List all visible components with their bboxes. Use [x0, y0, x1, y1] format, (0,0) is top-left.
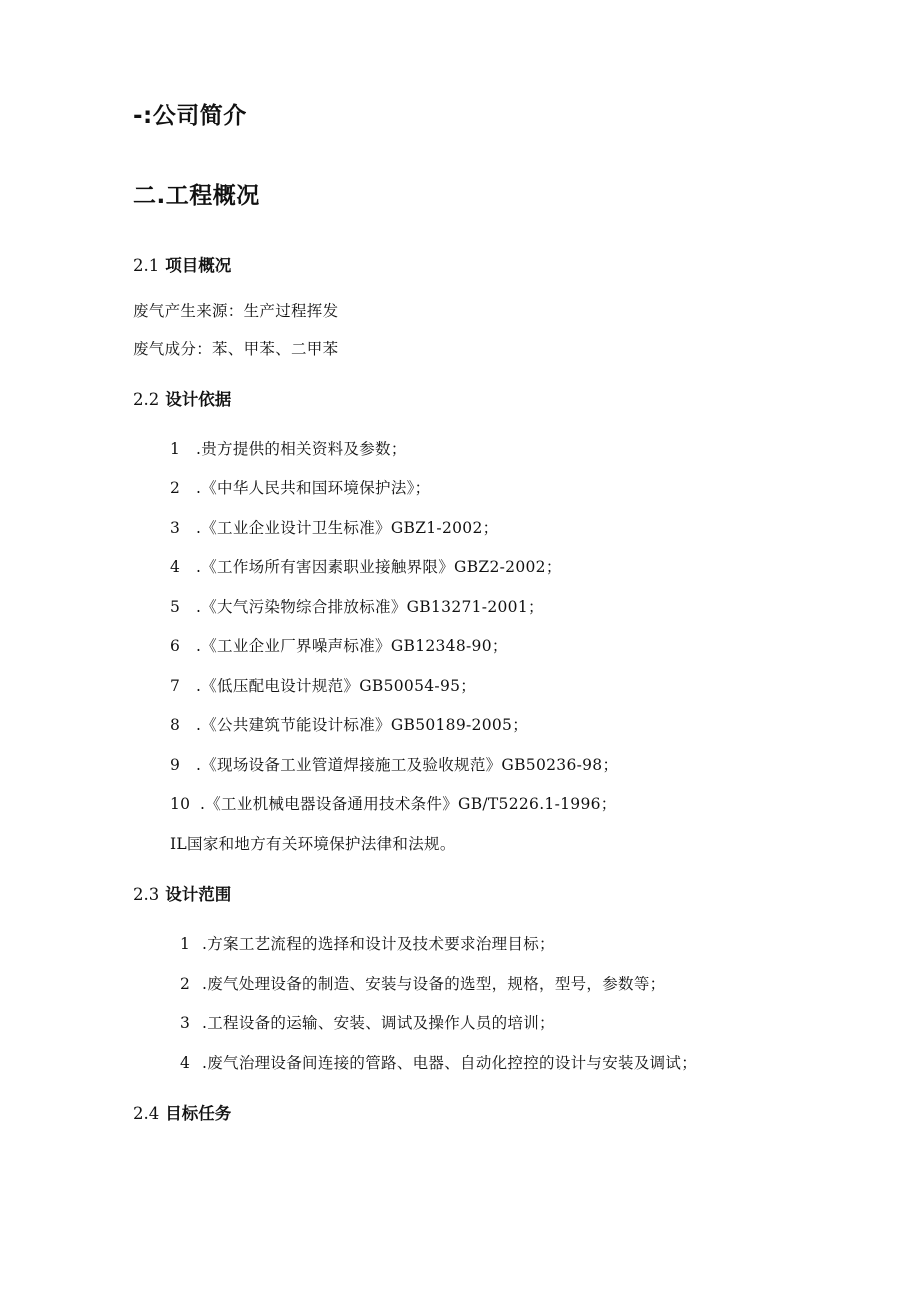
scope-item	[180, 1056, 697, 1072]
item-text: .方案工艺流程的选择和设计及技术要求治理目标；	[202, 935, 555, 953]
item-number: 9	[170, 756, 181, 774]
section-2-2-heading	[133, 392, 231, 409]
item-number: 4	[170, 558, 181, 576]
item-number: 1	[170, 440, 181, 458]
item-text: .废气处理设备的制造、安装与设备的选型，规格，型号，参数等；	[202, 975, 666, 993]
section-number: 2.2	[133, 390, 160, 409]
scope-item	[180, 937, 555, 953]
item-text: .《低压配电设计规范》GB50054-95；	[196, 677, 477, 695]
section-number: 2.4	[133, 1104, 160, 1123]
item-text: .《中华人民共和国环境保护法》；	[196, 479, 431, 497]
heading-project-overview: 二.工程概况	[133, 183, 260, 209]
basis-item	[170, 718, 528, 734]
item-text: .贵方提供的相关资料及参数；	[196, 440, 407, 458]
basis-item	[170, 679, 476, 695]
basis-item	[170, 481, 430, 497]
item-text: .《工作场所有害因素职业接触界限》GBZ2-2002；	[196, 558, 562, 576]
scope-item	[180, 977, 665, 993]
basis-item	[170, 758, 618, 774]
section-2-3-heading	[133, 887, 231, 904]
item-text: .《工业企业厂界噪声标准》GB12348-90；	[196, 637, 508, 655]
item-number: 10	[170, 795, 191, 813]
basis-item	[170, 639, 508, 655]
item-number: 3	[180, 1014, 191, 1032]
section-2-1-heading	[133, 258, 231, 275]
item-text: .《工业企业设计卫生标准》GBZ1-2002；	[196, 519, 499, 537]
item-text: .《大气污染物综合排放标准》GB13271-2001；	[196, 598, 544, 616]
item-number: 8	[170, 716, 181, 734]
section-title: 项目概况	[165, 256, 232, 275]
item-number: 2	[170, 479, 181, 497]
item-text: .《现场设备工业管道焊接施工及验收规范》GB50236-98；	[196, 756, 619, 774]
item-number: 3	[170, 519, 181, 537]
item-number: 2	[180, 975, 191, 993]
basis-item-last: IL国家和地方有关环境保护法律和法规。	[170, 835, 456, 853]
item-text: .废气治理设备间连接的管路、电器、自动化控控的设计与安装及调试；	[202, 1054, 698, 1072]
section-title: 设计依据	[165, 390, 232, 409]
item-number: 1	[180, 935, 191, 953]
basis-item	[170, 521, 498, 537]
item-text: .《工业机械电器设备通用技术条件》GB/T5226.1-1996；	[200, 795, 617, 813]
item-text: .《公共建筑节能设计标准》GB50189-2005；	[196, 716, 528, 734]
scope-item	[180, 1016, 555, 1032]
waste-gas-source: 废气产生来源：生产过程挥发	[133, 302, 339, 320]
section-2-4-heading	[133, 1106, 231, 1123]
basis-item	[170, 560, 562, 576]
basis-item	[170, 442, 407, 458]
basis-item	[170, 797, 617, 813]
waste-gas-composition: 废气成分：苯、甲苯、二甲苯	[133, 340, 339, 358]
section-number: 2.3	[133, 885, 160, 904]
section-title: 设计范围	[165, 885, 232, 904]
item-text: .工程设备的运输、安装、调试及操作人员的培训；	[202, 1014, 555, 1032]
item-number: 7	[170, 677, 181, 695]
basis-item	[170, 600, 544, 616]
section-number: 2.1	[133, 256, 160, 275]
item-number: 4	[180, 1054, 191, 1072]
item-number: 5	[170, 598, 181, 616]
item-number: 6	[170, 637, 181, 655]
heading-company-intro: -:公司简介	[133, 103, 247, 129]
section-title: 目标任务	[165, 1104, 232, 1123]
